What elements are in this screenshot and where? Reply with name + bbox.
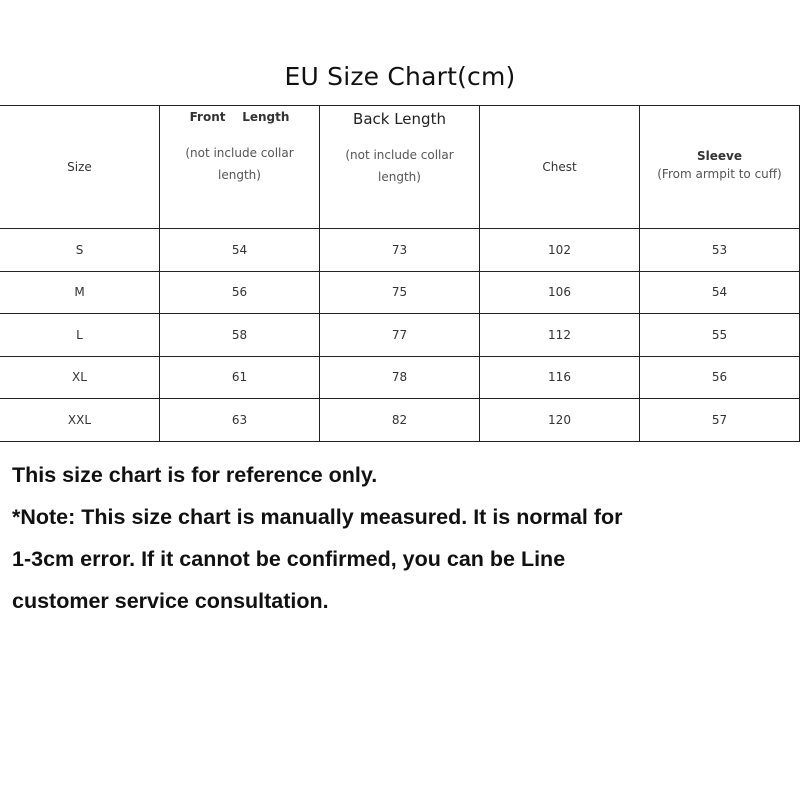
cell-back-length: 78 <box>320 356 480 399</box>
header-back-length-note-2: length) <box>378 170 421 184</box>
cell-front-length: 61 <box>160 356 320 399</box>
cell-front-length: 58 <box>160 314 320 357</box>
header-front-length <box>160 106 320 229</box>
cell-sleeve: 56 <box>640 356 800 399</box>
cell-back-length: 73 <box>320 229 480 272</box>
cell-size: S <box>0 229 160 272</box>
cell-chest: 112 <box>480 314 640 357</box>
header-sleeve-label: Sleeve <box>697 149 742 163</box>
page-title: EU Size Chart(cm) <box>284 62 516 91</box>
header-front-length-note-1: (not include collar <box>185 146 294 160</box>
header-front-length-label: Front Length <box>189 110 290 124</box>
notes-block <box>12 454 792 622</box>
table-row <box>0 356 800 399</box>
note-line-reference: This size chart is for reference only. <box>12 463 378 487</box>
size-chart-table <box>0 105 800 442</box>
table-header-row <box>0 106 800 229</box>
cell-sleeve: 57 <box>640 399 800 442</box>
cell-chest: 116 <box>480 356 640 399</box>
cell-front-length: 54 <box>160 229 320 272</box>
header-back-length <box>320 106 480 229</box>
cell-sleeve: 53 <box>640 229 800 272</box>
cell-back-length: 77 <box>320 314 480 357</box>
cell-front-length: 63 <box>160 399 320 442</box>
cell-chest: 102 <box>480 229 640 272</box>
cell-size: XXL <box>0 399 160 442</box>
cell-chest: 106 <box>480 271 640 314</box>
note-line-service: customer service consultation. <box>12 589 329 613</box>
header-front-length-note-2: length) <box>218 168 261 182</box>
header-chest <box>480 106 640 229</box>
header-sleeve <box>640 106 800 229</box>
cell-size: M <box>0 271 160 314</box>
header-sleeve-note: (From armpit to cuff) <box>657 167 782 181</box>
note-line-error: 1-3cm error. If it cannot be confirmed, you can be Line <box>12 547 566 571</box>
cell-sleeve: 55 <box>640 314 800 357</box>
header-back-length-note-1: (not include collar <box>345 148 454 162</box>
cell-back-length: 82 <box>320 399 480 442</box>
table-row <box>0 399 800 442</box>
cell-front-length: 56 <box>160 271 320 314</box>
table-row <box>0 271 800 314</box>
cell-back-length: 75 <box>320 271 480 314</box>
cell-size: L <box>0 314 160 357</box>
table-row <box>0 314 800 357</box>
cell-sleeve: 54 <box>640 271 800 314</box>
header-back-length-label: Back Length <box>353 110 446 128</box>
table-row <box>0 229 800 272</box>
header-size <box>0 106 160 229</box>
cell-size: XL <box>0 356 160 399</box>
header-chest-label: Chest <box>542 160 577 174</box>
header-size-label: Size <box>67 160 92 174</box>
note-line-measurement: *Note: This size chart is manually measured. It is normal for <box>12 505 623 529</box>
cell-chest: 120 <box>480 399 640 442</box>
